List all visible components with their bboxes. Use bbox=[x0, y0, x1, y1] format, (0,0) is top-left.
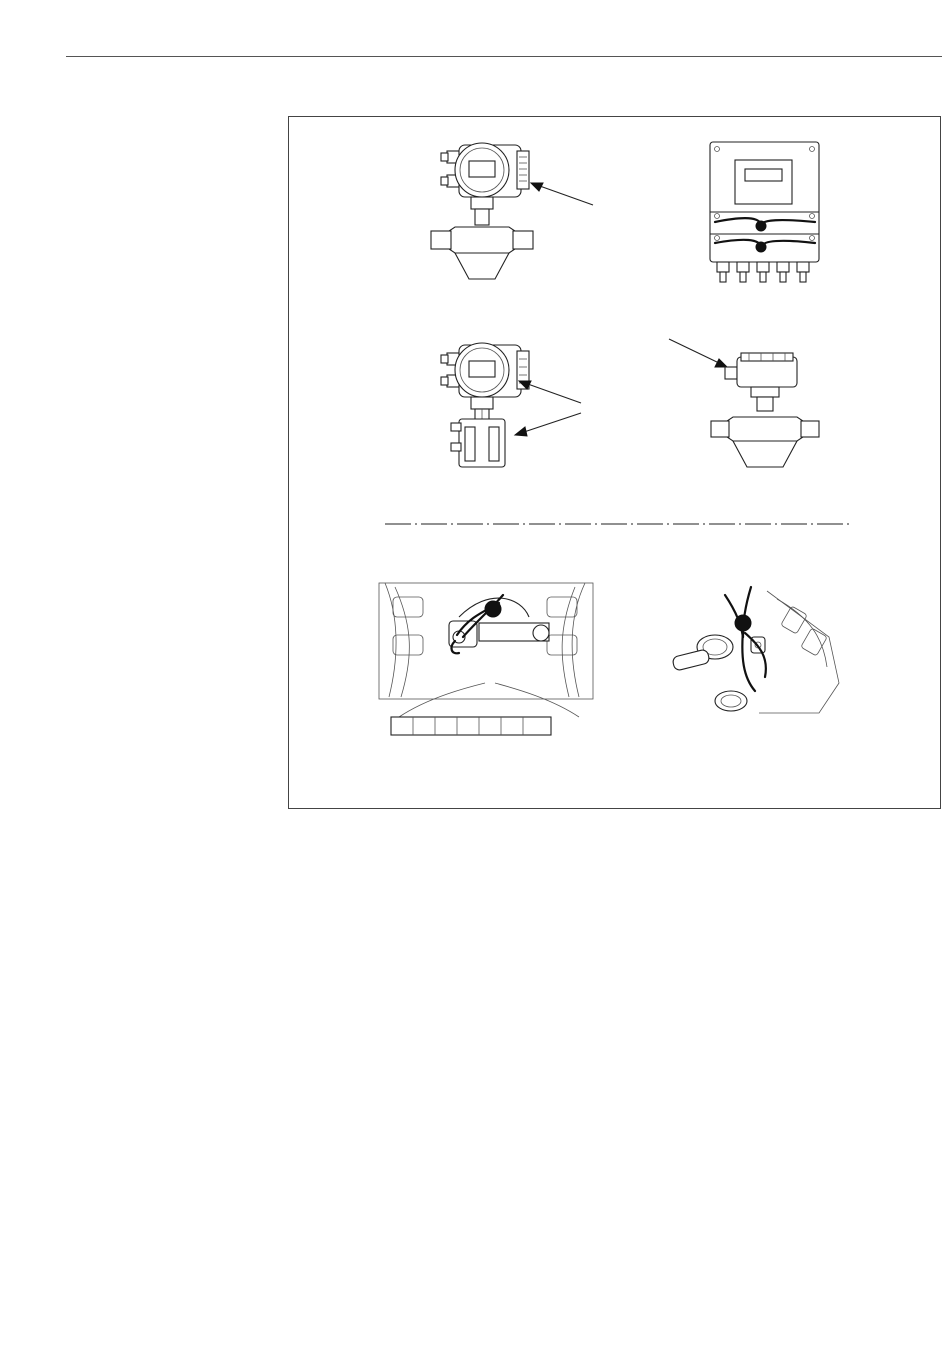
sensor-tube bbox=[449, 227, 515, 253]
seal-detail-sensor-illustration bbox=[672, 587, 839, 713]
figure-drawing bbox=[289, 117, 942, 810]
remote-version-illustration bbox=[441, 343, 581, 467]
arrow-head bbox=[531, 183, 543, 191]
flange bbox=[391, 717, 551, 735]
process-connection-left bbox=[431, 231, 451, 249]
arrow-head bbox=[515, 427, 527, 436]
lead-seal-upper bbox=[756, 221, 766, 231]
lead-seal bbox=[485, 601, 501, 617]
figure-frame bbox=[288, 116, 941, 809]
seal-detail-compact-illustration bbox=[379, 583, 593, 735]
cable bbox=[672, 649, 710, 671]
wall-housing-display bbox=[745, 169, 782, 181]
header-rule bbox=[66, 56, 942, 57]
sensor-connection-housing-illustration bbox=[669, 339, 819, 467]
lead-seal bbox=[735, 615, 751, 631]
seal-screw bbox=[725, 367, 737, 379]
display-window bbox=[469, 161, 495, 177]
wall-mount-housing-illustration bbox=[710, 142, 819, 282]
sensor-body bbox=[455, 253, 509, 279]
compact-transmitter-illustration bbox=[431, 143, 593, 279]
process-connection-right bbox=[513, 231, 533, 249]
lead-seal-lower bbox=[756, 242, 766, 252]
sensor-tube bbox=[727, 417, 803, 441]
arrow-head bbox=[715, 359, 727, 367]
wall-housing-window bbox=[735, 160, 792, 204]
